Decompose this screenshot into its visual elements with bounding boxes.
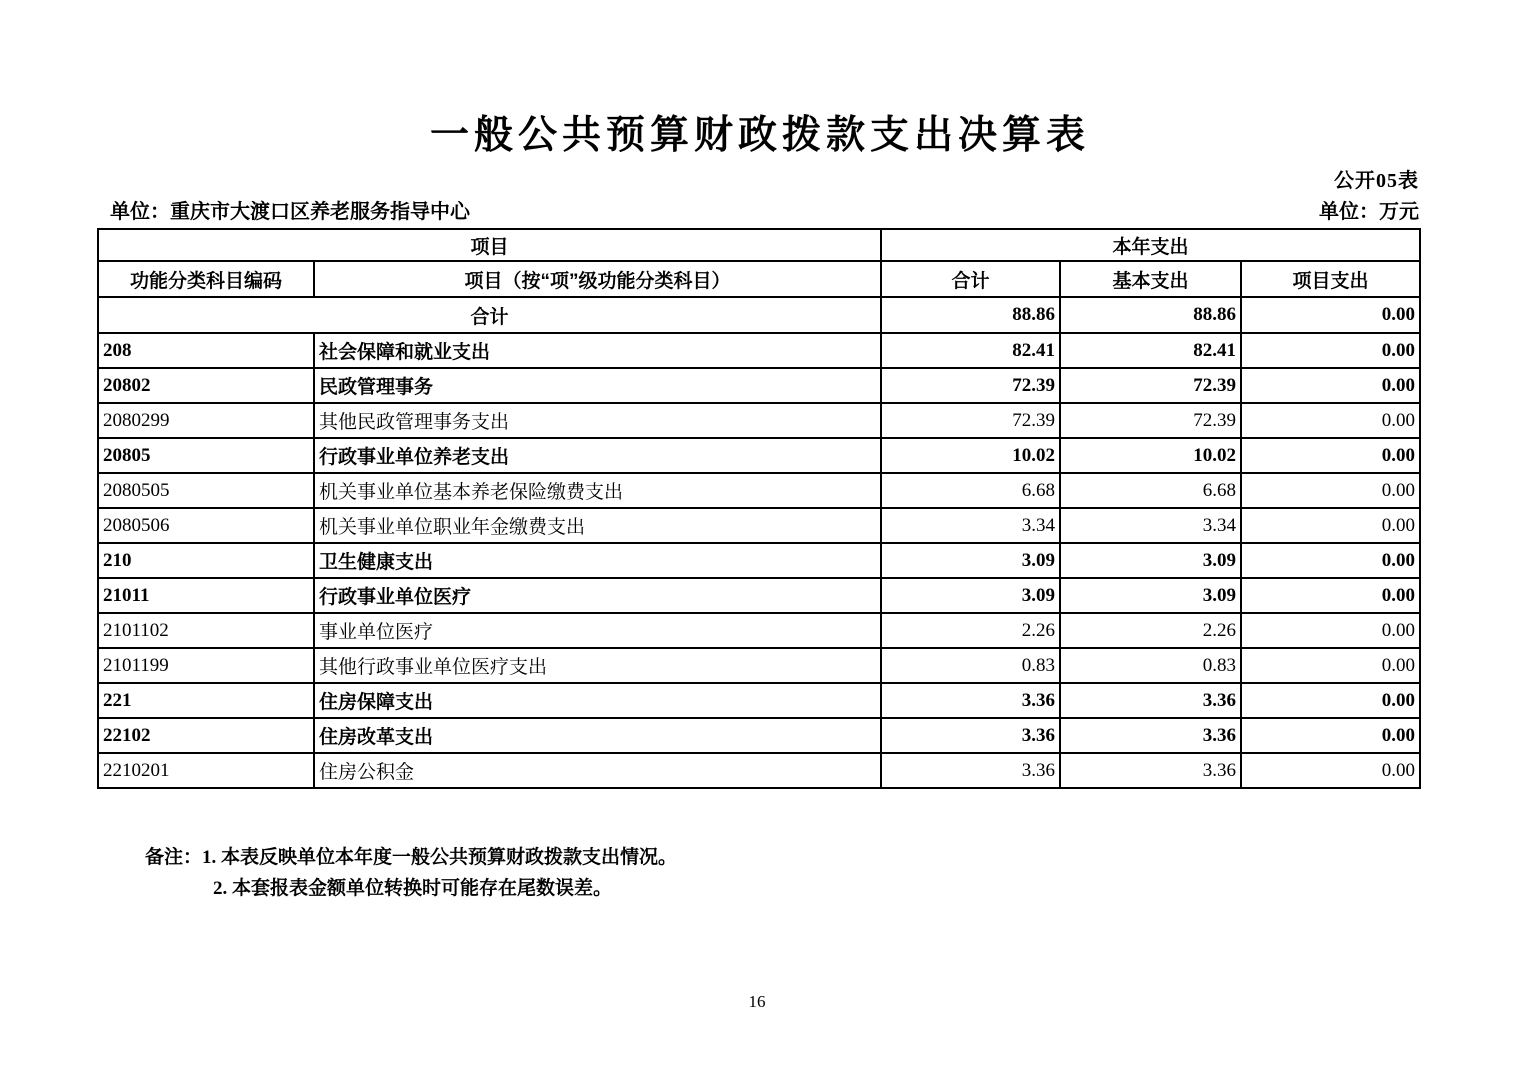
note-line-1 bbox=[145, 842, 677, 873]
doc-label: 公开05表 bbox=[1334, 170, 1419, 192]
cell-total-total: 88.86 bbox=[881, 297, 1060, 333]
cell-basic: 10.02 bbox=[1060, 438, 1241, 473]
cell-total-project: 0.00 bbox=[1241, 297, 1420, 333]
cell-code: 2210201 bbox=[98, 753, 314, 788]
cell-basic: 3.36 bbox=[1060, 753, 1241, 788]
cell-project: 0.00 bbox=[1241, 473, 1420, 508]
cell-basic: 82.41 bbox=[1060, 333, 1241, 368]
unit-name-label: 单位：重庆市大渡口区养老服务指导中心 bbox=[110, 201, 470, 223]
cell-project: 0.00 bbox=[1241, 403, 1420, 438]
cell-project: 0.00 bbox=[1241, 333, 1420, 368]
cell-total: 3.34 bbox=[881, 508, 1060, 543]
cell-project: 0.00 bbox=[1241, 718, 1420, 753]
cell-code: 2080299 bbox=[98, 403, 314, 438]
cell-total: 3.36 bbox=[881, 683, 1060, 718]
table-total-row bbox=[98, 297, 1420, 333]
cell-total: 82.41 bbox=[881, 333, 1060, 368]
table-row bbox=[98, 368, 1420, 403]
cell-total: 2.26 bbox=[881, 613, 1060, 648]
cell-basic: 3.09 bbox=[1060, 543, 1241, 578]
cell-project: 0.00 bbox=[1241, 508, 1420, 543]
unit-measure-label: 单位：万元 bbox=[1319, 201, 1419, 223]
notes bbox=[145, 842, 677, 904]
header-col-project: 项目支出 bbox=[1241, 261, 1420, 297]
cell-basic: 3.34 bbox=[1060, 508, 1241, 543]
cell-total: 72.39 bbox=[881, 403, 1060, 438]
cell-total-basic: 88.86 bbox=[1060, 297, 1241, 333]
cell-total-label: 合计 bbox=[98, 297, 881, 333]
cell-total: 3.36 bbox=[881, 753, 1060, 788]
cell-name: 住房公积金 bbox=[314, 753, 881, 788]
cell-total: 3.09 bbox=[881, 543, 1060, 578]
cell-name: 住房保障支出 bbox=[314, 683, 881, 718]
cell-code: 221 bbox=[98, 683, 314, 718]
cell-basic: 0.83 bbox=[1060, 648, 1241, 683]
cell-project: 0.00 bbox=[1241, 368, 1420, 403]
table-row bbox=[98, 753, 1420, 788]
cell-name: 行政事业单位养老支出 bbox=[314, 438, 881, 473]
cell-name: 其他行政事业单位医疗支出 bbox=[314, 648, 881, 683]
header-group-current-year: 本年支出 bbox=[881, 229, 1420, 261]
table-row bbox=[98, 578, 1420, 613]
cell-project: 0.00 bbox=[1241, 578, 1420, 613]
table-row bbox=[98, 543, 1420, 578]
cell-project: 0.00 bbox=[1241, 613, 1420, 648]
cell-code: 2080506 bbox=[98, 508, 314, 543]
table-row bbox=[98, 648, 1420, 683]
note-line-2 bbox=[145, 873, 677, 904]
cell-code: 2101102 bbox=[98, 613, 314, 648]
table-row bbox=[98, 473, 1420, 508]
notes-label: 备注： bbox=[145, 847, 203, 868]
cell-name: 机关事业单位职业年金缴费支出 bbox=[314, 508, 881, 543]
table-row bbox=[98, 683, 1420, 718]
cell-code: 208 bbox=[98, 333, 314, 368]
budget-table bbox=[97, 228, 1421, 789]
table-row bbox=[98, 333, 1420, 368]
cell-name: 机关事业单位基本养老保险缴费支出 bbox=[314, 473, 881, 508]
header-group-item: 项目 bbox=[98, 229, 881, 261]
note-text-2: 2. 本套报表金额单位转换时可能存在尾数误差。 bbox=[213, 878, 613, 899]
cell-code: 210 bbox=[98, 543, 314, 578]
cell-project: 0.00 bbox=[1241, 543, 1420, 578]
cell-name: 社会保障和就业支出 bbox=[314, 333, 881, 368]
table-header-row bbox=[98, 261, 1420, 297]
cell-name: 其他民政管理事务支出 bbox=[314, 403, 881, 438]
cell-basic: 3.36 bbox=[1060, 683, 1241, 718]
cell-name: 民政管理事务 bbox=[314, 368, 881, 403]
cell-name: 事业单位医疗 bbox=[314, 613, 881, 648]
cell-code: 2101199 bbox=[98, 648, 314, 683]
cell-total: 3.36 bbox=[881, 718, 1060, 753]
header-col-total: 合计 bbox=[881, 261, 1060, 297]
cell-basic: 3.36 bbox=[1060, 718, 1241, 753]
cell-code: 20805 bbox=[98, 438, 314, 473]
cell-basic: 2.26 bbox=[1060, 613, 1241, 648]
meta-row bbox=[110, 195, 1419, 224]
cell-project: 0.00 bbox=[1241, 683, 1420, 718]
cell-code: 21011 bbox=[98, 578, 314, 613]
cell-basic: 6.68 bbox=[1060, 473, 1241, 508]
page-number: 16 bbox=[748, 992, 766, 1011]
cell-total: 72.39 bbox=[881, 368, 1060, 403]
page-title: 一般公共预算财政拨款支出决算表 bbox=[429, 114, 1090, 157]
cell-code: 22102 bbox=[98, 718, 314, 753]
cell-basic: 72.39 bbox=[1060, 368, 1241, 403]
cell-code: 2080505 bbox=[98, 473, 314, 508]
cell-project: 0.00 bbox=[1241, 753, 1420, 788]
cell-basic: 72.39 bbox=[1060, 403, 1241, 438]
cell-name: 行政事业单位医疗 bbox=[314, 578, 881, 613]
table-row bbox=[98, 613, 1420, 648]
cell-basic: 3.09 bbox=[1060, 578, 1241, 613]
table-row bbox=[98, 403, 1420, 438]
table-row bbox=[98, 508, 1420, 543]
cell-name: 卫生健康支出 bbox=[314, 543, 881, 578]
cell-code: 20802 bbox=[98, 368, 314, 403]
cell-total: 0.83 bbox=[881, 648, 1060, 683]
note-text-1: 1. 本表反映单位本年度一般公共预算财政拨款支出情况。 bbox=[202, 847, 678, 868]
cell-total: 3.09 bbox=[881, 578, 1060, 613]
header-col-code: 功能分类科目编码 bbox=[98, 261, 314, 297]
cell-project: 0.00 bbox=[1241, 438, 1420, 473]
header-col-basic: 基本支出 bbox=[1060, 261, 1241, 297]
table-header-group-row bbox=[98, 229, 1420, 261]
table-row bbox=[98, 438, 1420, 473]
table-row bbox=[98, 718, 1420, 753]
cell-total: 10.02 bbox=[881, 438, 1060, 473]
header-col-item: 项目（按“项”级功能分类科目） bbox=[314, 261, 881, 297]
cell-total: 6.68 bbox=[881, 473, 1060, 508]
cell-name: 住房改革支出 bbox=[314, 718, 881, 753]
cell-project: 0.00 bbox=[1241, 648, 1420, 683]
